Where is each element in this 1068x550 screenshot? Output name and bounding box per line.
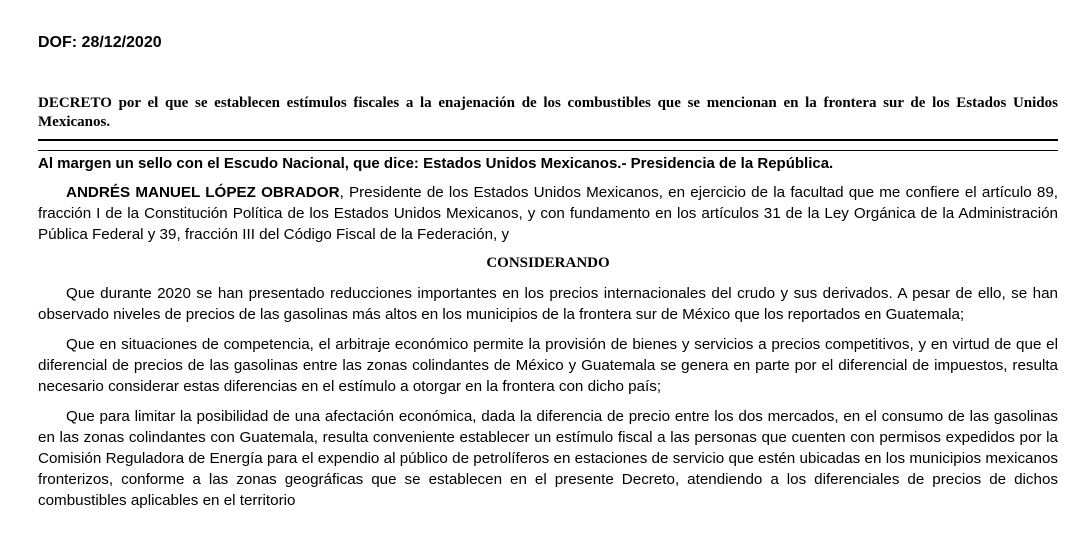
preamble-text: , Presidente de los Estados Unidos Mexicanos, en ejercicio de la facultad que me confiere el artículo 89, fracción I de la Constitución Política de los Estados Unidos Mexicanos, y con fundamento en los artículos 31 de la Ley Orgánica de la Administración Pública Federal y 39, fracción III del Código Fiscal de la Federación, y <box>38 184 1059 243</box>
considerando-paragraph-1: Que durante 2020 se han presentado reducciones importantes en los precios internacionales del crudo y sus derivados. A pesar de ello, se han observado niveles de precios de las gasolinas más altos en los municipios de la frontera sur de México que los reportados en Guatemala; <box>38 285 1058 323</box>
considerando-heading: CONSIDERANDO <box>486 255 610 271</box>
divider-thin <box>38 150 1058 151</box>
considerando-paragraph-3: Que para limitar la posibilidad de una afectación económica, dada la diferencia de precio entre los dos mercados, en el consumo de las gasolinas en las zonas colindantes con Guatemala, resulta conveniente establecer un estímulo fiscal a las personas que cuenten con permisos expedidos por la Comisión Reguladora de Energía para el expendio al público de petrolíferos en estaciones de servicio que estén ubicadas en los municipios mexicanos fronterizos, conforme a las zonas geográficas que se establecen en el presente Decreto, atendiendo a los diferenciales de precios de dichos combustibles aplicables en el territorio <box>38 408 1058 509</box>
divider-thick <box>38 139 1058 141</box>
document-body <box>38 153 1058 511</box>
decree-title: DECRETO por el que se establecen estímulos fiscales a la enajenación de los combustibles que se mencionan en la frontera sur de los Estados Unidos Mexicanos. <box>38 95 1058 130</box>
president-name: ANDRÉS MANUEL LÓPEZ OBRADOR <box>66 184 340 201</box>
intro-seal-text: Al margen un sello con el Escudo Nacional, que dice: Estados Unidos Mexicanos.- Presidencia de la República. <box>38 155 834 172</box>
considerando-paragraph-2: Que en situaciones de competencia, el arbitraje económico permite la provisión de bienes y servicios a precios competitivos, y en virtud de que el diferencial de precios de las gasolinas entre las zonas colindantes de México y Guatemala se genera en parte por el diferencial de impuestos, resulta necesario considerar estas diferencias en el estímulo a otorgar en la frontera con dicho país; <box>38 336 1058 395</box>
dof-date: DOF: 28/12/2020 <box>38 34 162 51</box>
preamble-paragraph <box>38 182 1058 245</box>
